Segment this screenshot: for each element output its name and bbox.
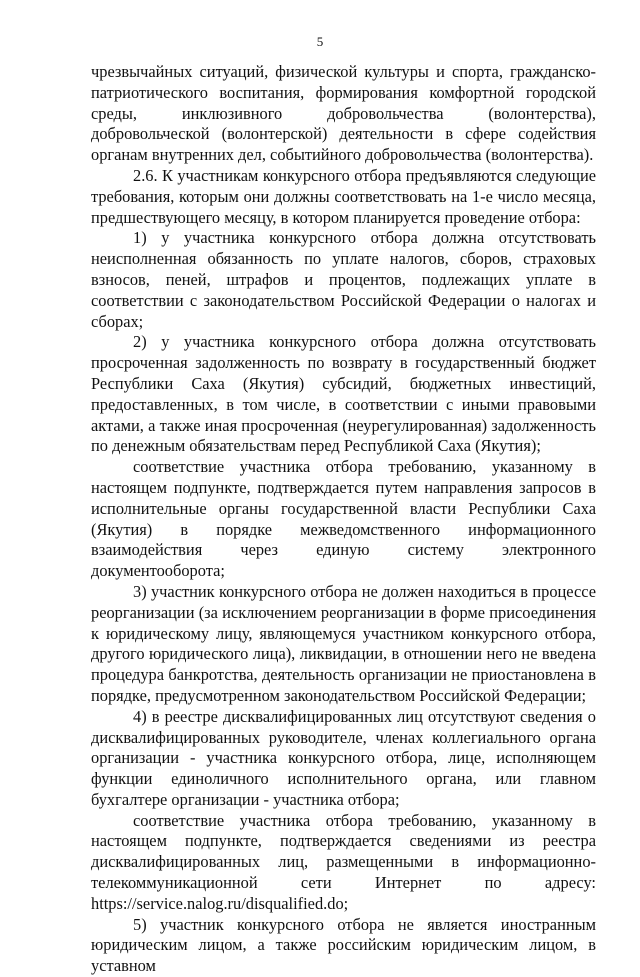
page-number: 5 — [316, 34, 324, 49]
paragraph-item-3: 3) участник конкурсного отбора не должен находиться в процессе реорганизации (за исключением реорганизации в форме присоединения к юридическому лицу, являющемуся участником конкурсного отбора, другого юридического лица), ликвидации, в отношении него не введена процедура банкротства, деятельность организации не приостановлена в порядке, предусмотренном законодательством Российской Федерации; — [91, 581, 596, 705]
document-body — [91, 62, 596, 977]
paragraph-item-2: 2) у участника конкурсного отбора должна отсутствовать просроченная задолженность по возврату в государственный бюджет Республики Саха (Якутия) субсидий, бюджетных инвестиций, предоставленных, в том числе, в соответствии с иными правовыми актами, а также иная просроченная (неурегулированная) задолженность по денежным обязательствам перед Республикой Саха (Якутия); — [91, 332, 596, 456]
paragraph-2-6-requirements: 2.6. К участникам конкурсного отбора предъявляются следующие требования, которым они должны соответствовать на 1-е число месяца, предшествующего месяцу, в котором планируется проведение отбора: — [91, 165, 596, 227]
paragraph-item-4-compliance: соответствие участника отбора требованию, указанному в настоящем подпункте, подтверждается сведениями из реестра дисквалифицированных лиц, размещенными в информационно-телекоммуникационной сети Интернет по адресу: https://service.nalog.ru/disqualified.do; — [91, 810, 596, 913]
paragraph-item-2-compliance: соответствие участника отбора требованию, указанному в настоящем подпункте, подтверждается путем направления запросов в исполнительные органы государственной власти Республики Саха (Якутия) в порядке межведомственного информационного взаимодействия через единую систему электронного документооборота; — [91, 457, 596, 581]
paragraph-item-4: 4) в реестре дисквалифицированных лиц отсутствуют сведения о дисквалифицированных руководителе, членах коллегиального органа организации - участника конкурсного отбора, лице, исполняющем функции единоличного исполнительного органа, или главном бухгалтере организации - участника отбора; — [91, 706, 596, 809]
paragraph-item-5: 5) участник конкурсного отбора не является иностранным юридическим лицом, а также российским юридическим лицом, в уставном — [91, 914, 596, 976]
paragraph-item-1: 1) у участника конкурсного отбора должна отсутствовать неисполненная обязанность по уплате налогов, сборов, страховых взносов, пеней, штрафов и процентов, подлежащих уплате в соответствии с законодательством Российской Федерации о налогах и сборах; — [91, 228, 596, 331]
paragraph-continuation: чрезвычайных ситуаций, физической культуры и спорта, гражданско-патриотического воспитания, формирования комфортной городской среды, инклюзивного добровольчества (волонтерства), добровольческой (волонтерской) деятельности в сфере содействия органам внутренних дел, событийного добровольчества (волонтерства). — [91, 62, 596, 165]
